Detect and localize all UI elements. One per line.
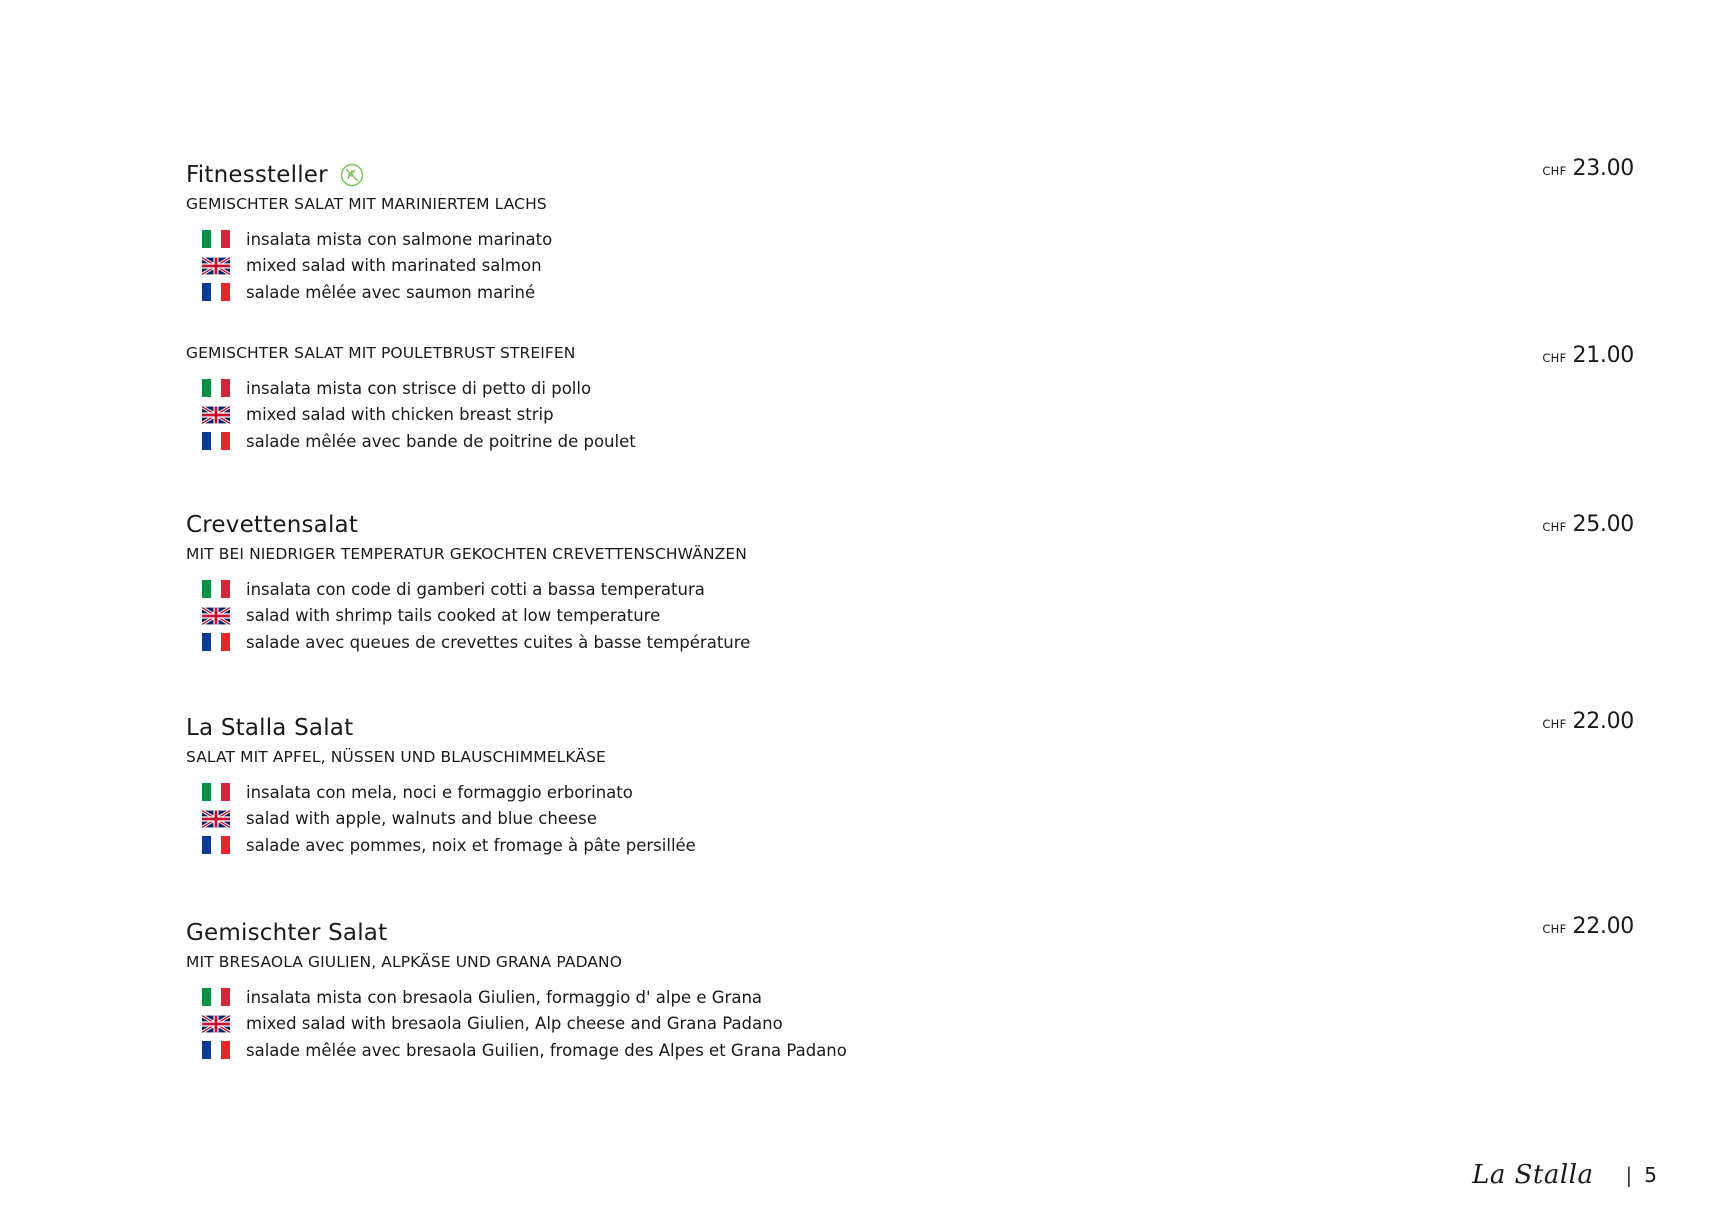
translation-french bbox=[202, 629, 1634, 656]
translation-french bbox=[202, 832, 1634, 859]
uk-flag-icon bbox=[202, 607, 230, 625]
dish-title-text: Crevettensalat bbox=[186, 512, 359, 538]
translation-italian bbox=[202, 576, 1634, 603]
italy-flag-icon bbox=[202, 783, 230, 801]
translations-list bbox=[202, 375, 1634, 455]
price-amount: 25.00 bbox=[1572, 512, 1634, 537]
brand-logo: La Stalla bbox=[1472, 1160, 1594, 1190]
currency-label: CHF bbox=[1542, 164, 1567, 178]
dish-title-text: Fitnessteller bbox=[186, 162, 328, 188]
uk-flag-icon bbox=[202, 406, 230, 424]
price bbox=[1542, 914, 1634, 939]
translation-english bbox=[202, 402, 1634, 429]
dish-subtitle: GEMISCHTER SALAT MIT POULETBRUST STREIFEN bbox=[186, 344, 576, 362]
price-amount: 21.00 bbox=[1572, 343, 1634, 368]
translation-french bbox=[202, 1037, 1634, 1064]
translation-italian bbox=[202, 779, 1634, 806]
price bbox=[1542, 512, 1634, 537]
translation-italian bbox=[202, 226, 1634, 253]
menu-item-poulet-variant bbox=[186, 343, 1634, 471]
price-amount: 23.00 bbox=[1572, 156, 1634, 181]
france-flag-icon bbox=[202, 633, 230, 651]
dish-subtitle: MIT BEI NIEDRIGER TEMPERATUR GEKOCHTEN CREVETTENSCHWÄNZEN bbox=[186, 545, 747, 563]
menu-item-gemischter-salat bbox=[186, 914, 1634, 1080]
translations-list bbox=[202, 984, 1634, 1064]
translation-text: mixed salad with bresaola Giulien, Alp cheese and Grana Padano bbox=[246, 1014, 783, 1034]
menu-item-la-stalla-salat bbox=[186, 709, 1634, 875]
menu-item-fitnessteller bbox=[186, 156, 1634, 322]
translations-list bbox=[202, 779, 1634, 859]
dish-title-text: Gemischter Salat bbox=[186, 920, 388, 946]
translation-text: insalata mista con salmone marinato bbox=[246, 229, 553, 249]
translation-text: salade mêlée avec bresaola Guilien, fromage des Alpes et Grana Padano bbox=[246, 1040, 847, 1060]
italy-flag-icon bbox=[202, 379, 230, 397]
price bbox=[1542, 343, 1634, 368]
uk-flag-icon bbox=[202, 257, 230, 275]
menu-item-crevettensalat bbox=[186, 510, 1634, 672]
translation-french bbox=[202, 279, 1634, 306]
dish-title bbox=[186, 713, 1634, 743]
translation-italian bbox=[202, 984, 1634, 1011]
translation-text: insalata mista con bresaola Giulien, formaggio d' alpe e Grana bbox=[246, 987, 763, 1007]
page-footer bbox=[1472, 1160, 1657, 1190]
currency-label: CHF bbox=[1542, 717, 1567, 731]
dish-title bbox=[186, 160, 1634, 190]
translation-english bbox=[202, 603, 1634, 630]
france-flag-icon bbox=[202, 432, 230, 450]
italy-flag-icon bbox=[202, 988, 230, 1006]
translation-text: salade mêlée avec bande de poitrine de poulet bbox=[246, 431, 636, 451]
italy-flag-icon bbox=[202, 230, 230, 248]
footer-separator: | bbox=[1625, 1163, 1633, 1187]
price-amount: 22.00 bbox=[1572, 914, 1634, 939]
gluten-free-icon bbox=[340, 163, 364, 187]
translation-english bbox=[202, 806, 1634, 833]
translation-text: salad with shrimp tails cooked at low temperature bbox=[246, 606, 661, 626]
translation-english bbox=[202, 253, 1634, 280]
dish-subtitle: GEMISCHTER SALAT MIT MARINIERTEM LACHS bbox=[186, 195, 547, 213]
currency-label: CHF bbox=[1542, 520, 1567, 534]
translations-list bbox=[202, 576, 1634, 656]
translation-text: salade avec pommes, noix et fromage à pâte persillée bbox=[246, 835, 696, 855]
translation-text: mixed salad with marinated salmon bbox=[246, 256, 542, 276]
translation-text: mixed salad with chicken breast strip bbox=[246, 405, 554, 425]
france-flag-icon bbox=[202, 283, 230, 301]
price bbox=[1542, 709, 1634, 734]
translation-text: insalata mista con strisce di petto di pollo bbox=[246, 378, 592, 398]
page-number: 5 bbox=[1644, 1163, 1657, 1187]
translation-english bbox=[202, 1011, 1634, 1038]
uk-flag-icon bbox=[202, 1015, 230, 1033]
dish-subtitle: SALAT MIT APFEL, NÜSSEN UND BLAUSCHIMMELKÄSE bbox=[186, 748, 606, 766]
translation-text: salade avec queues de crevettes cuites à basse température bbox=[246, 632, 751, 652]
translation-text: salade mêlée avec saumon mariné bbox=[246, 282, 536, 302]
dish-subtitle: MIT BRESAOLA GIULIEN, ALPKÄSE UND GRANA PADANO bbox=[186, 953, 623, 971]
translation-french bbox=[202, 428, 1634, 455]
currency-label: CHF bbox=[1542, 922, 1567, 936]
france-flag-icon bbox=[202, 1041, 230, 1059]
translation-italian bbox=[202, 375, 1634, 402]
price bbox=[1542, 156, 1634, 181]
price-amount: 22.00 bbox=[1572, 709, 1634, 734]
translations-list bbox=[202, 226, 1634, 306]
france-flag-icon bbox=[202, 836, 230, 854]
dish-title bbox=[186, 918, 1634, 948]
dish-title-text: La Stalla Salat bbox=[186, 715, 354, 741]
translation-text: salad with apple, walnuts and blue cheese bbox=[246, 809, 597, 829]
currency-label: CHF bbox=[1542, 351, 1567, 365]
uk-flag-icon bbox=[202, 810, 230, 828]
translation-text: insalata con code di gamberi cotti a bassa temperatura bbox=[246, 579, 705, 599]
dish-title bbox=[186, 510, 1634, 540]
translation-text: insalata con mela, noci e formaggio erborinato bbox=[246, 782, 633, 802]
italy-flag-icon bbox=[202, 580, 230, 598]
